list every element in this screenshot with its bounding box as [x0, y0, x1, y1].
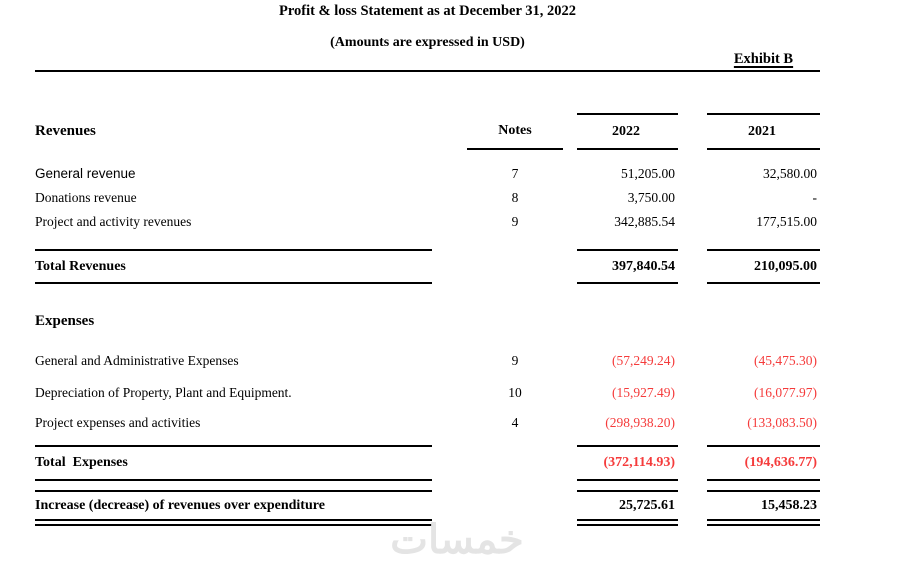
note-cell: 9 — [511, 353, 519, 368]
value-2022: (298,938.20) — [605, 415, 675, 430]
row-label: General and Administrative Expenses — [35, 353, 239, 368]
value-2022: 342,885.54 — [614, 214, 675, 229]
value-2022: (372,114.93) — [577, 445, 678, 481]
statement-table — [35, 113, 820, 526]
row-label: Project and activity revenues — [35, 214, 192, 229]
value-2021: (133,083.50) — [747, 415, 817, 430]
table-header-row — [35, 113, 820, 150]
note-cell: 9 — [511, 214, 519, 229]
khamsat-watermark: خمسات — [390, 517, 524, 562]
revenues-section-heading: Revenues — [35, 123, 96, 139]
note-cell — [467, 445, 563, 481]
value-2021: 210,095.00 — [707, 249, 820, 284]
revenue-row-projects — [35, 210, 820, 234]
total-expenses-row — [35, 445, 820, 481]
row-label: Increase (decrease) of revenues over expenditure — [35, 490, 432, 526]
row-label: General revenue — [35, 166, 136, 181]
value-2022: 51,205.00 — [621, 165, 675, 181]
value-2021: 32,580.00 — [763, 165, 817, 181]
notes-column-header: Notes — [467, 113, 563, 150]
exhibit-label: Exhibit B — [733, 51, 794, 67]
value-2021: (194,636.77) — [707, 445, 820, 481]
value-2021: - — [812, 190, 817, 205]
value-2021: (16,077.97) — [754, 385, 817, 400]
revenue-row-donations — [35, 186, 820, 210]
note-cell: 4 — [511, 415, 519, 430]
value-2022: (57,249.24) — [612, 353, 675, 368]
statement-title: Profit & loss Statement as at December 31, 2022 — [278, 3, 577, 19]
note-cell: 10 — [508, 385, 522, 400]
header-rule — [35, 70, 820, 72]
year-2021-column-header: 2021 — [707, 113, 820, 150]
value-2021: 177,515.00 — [756, 214, 817, 229]
note-cell: 7 — [511, 165, 519, 181]
year-2022-column-header: 2022 — [577, 113, 678, 150]
value-2021: (45,475.30) — [754, 353, 817, 368]
row-label: Total Expenses — [35, 445, 432, 481]
note-cell: 8 — [511, 190, 519, 205]
value-2022: 397,840.54 — [577, 249, 678, 284]
expense-row-depreciation — [35, 380, 820, 406]
value-2022: 3,750.00 — [627, 190, 675, 205]
section-heading-label: Expenses — [35, 312, 95, 329]
value-2022: 25,725.61 — [577, 490, 678, 526]
expense-row-projects — [35, 410, 820, 436]
expense-row-general-admin — [35, 348, 820, 374]
revenue-row-general — [35, 161, 820, 186]
row-label: Total Revenues — [35, 249, 432, 284]
statement-subtitle: (Amounts are expressed in USD) — [330, 35, 525, 50]
value-2022: (15,927.49) — [612, 385, 675, 400]
row-label: Depreciation of Property, Plant and Equipment. — [35, 385, 292, 400]
expenses-section-heading — [35, 310, 820, 332]
row-label: Project expenses and activities — [35, 415, 201, 430]
total-revenues-row — [35, 249, 820, 284]
row-label: Donations revenue — [35, 190, 137, 205]
note-cell — [467, 249, 563, 284]
value-2021: 15,458.23 — [707, 490, 820, 526]
